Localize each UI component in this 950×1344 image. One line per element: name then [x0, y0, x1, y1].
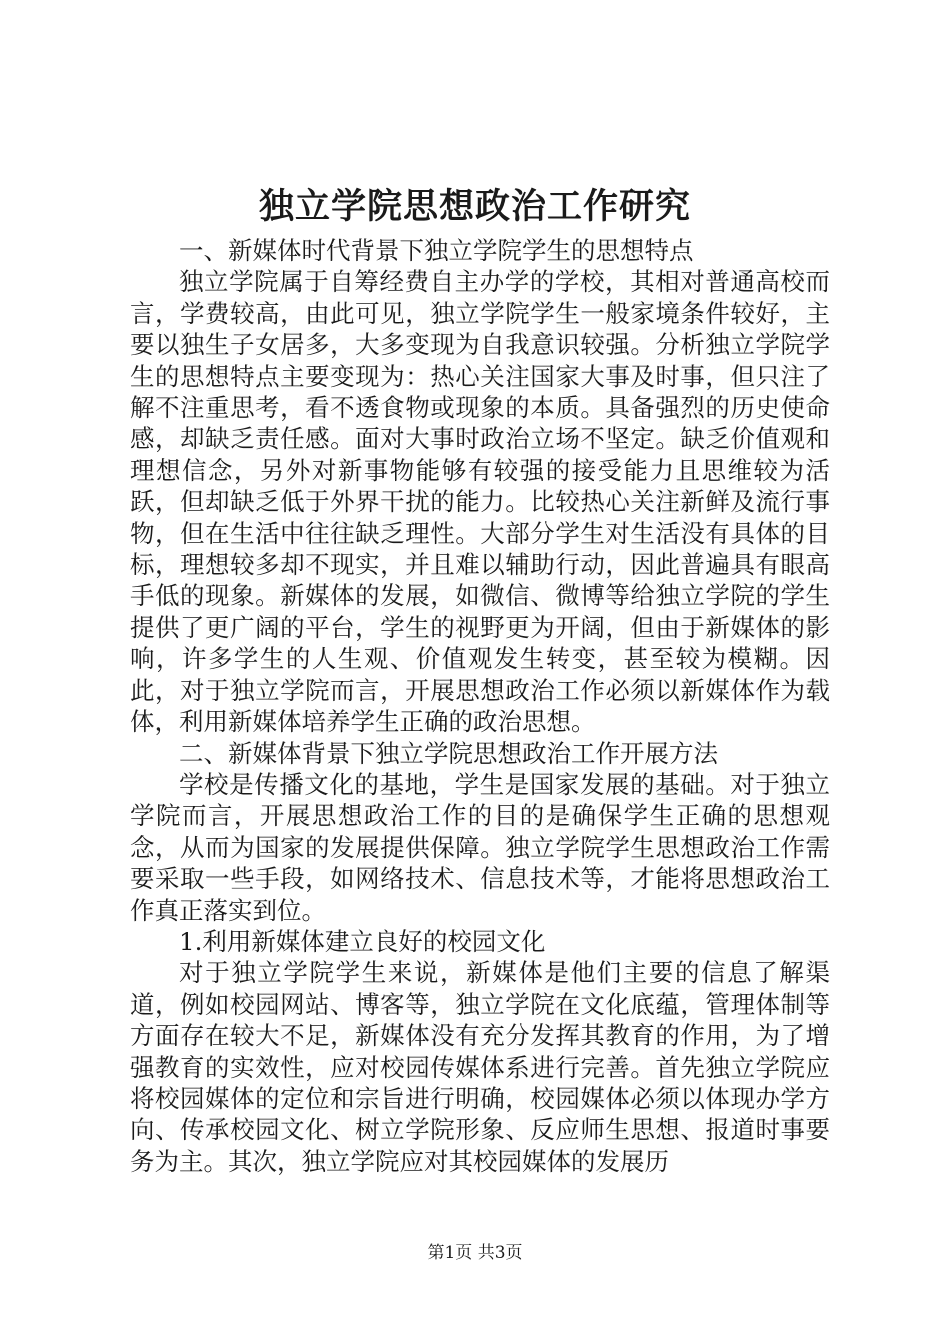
page-number-footer: 第1页 共3页: [427, 1243, 523, 1263]
paragraph: 对于独立学院学生来说，新媒体是他们主要的信息了解渠道，例如校园网站、博客等，独立学院在文化底蕴，管理体制等方面存在较大不足，新媒体没有充分发挥其教育的作用，为了增强教育的实效性，应对校园传媒体系进行完善。首先独立学院应将校园媒体的定位和宗旨进行明确，校园媒体必须以体现办学方向、传承校园文化、树立学院形象、反应师生思想、报道时事要务为主。其次，独立学院应对其校园媒体的发展历: [130, 958, 830, 1176]
heading-subsection-1: 1.利用新媒体建立良好的校园文化: [179, 926, 546, 956]
paragraph: 学校是传播文化的基地，学生是国家发展的基础。对于独立学院而言，开展思想政治工作的目的是确保学生正确的思想观念，从而为国家的发展提供保障。独立学院学生思想政治工作需要采取一些手段，如网络技术、信息技术等，才能将思想政治工作真正落实到位。: [130, 769, 830, 925]
page-title: 独立学院思想政治工作研究: [258, 186, 691, 227]
document-body: [130, 235, 830, 1177]
heading-section-1: 一、新媒体时代背景下独立学院学生的思想特点: [179, 236, 694, 265]
heading-section-2: 二、新媒体背景下独立学院思想政治工作开展方法: [179, 738, 718, 768]
paragraph: 独立学院属于自筹经费自主办学的学校，其相对普通高校而言，学费较高，由此可见，独立学院学生一般家境条件较好，主要以独生子女居多，大多变现为自我意识较强。分析独立学院学生的思想特点主要变现为：热心关注国家大事及时事，但只注了解不注重思考，看不透食物或现象的本质。具备强烈的历史使命感，却缺乏责任感。面对大事时政治立场不坚定。缺乏价值观和理想信念，另外对新事物能够有较强的接受能力且思维较为活跃，但却缺乏低于外界干扰的能力。比较热心关注新鲜及流行事物，但在生活中往往缺乏理性。大部分学生对生活没有具体的目标，理想较多却不现实，并且难以辅助行动，因此普遍具有眼高手低的现象。新媒体的发展，如微信、微博等给独立学院的学生提供了更广阔的平台，学生的视野更为开阔，但由于新媒体的影响，许多学生的人生观、价值观发生转变，甚至较为模糊。因此，对于独立学院而言，开展思想政治工作必须以新媒体作为载体，利用新媒体培养学生正确的政治思想。: [130, 267, 830, 737]
